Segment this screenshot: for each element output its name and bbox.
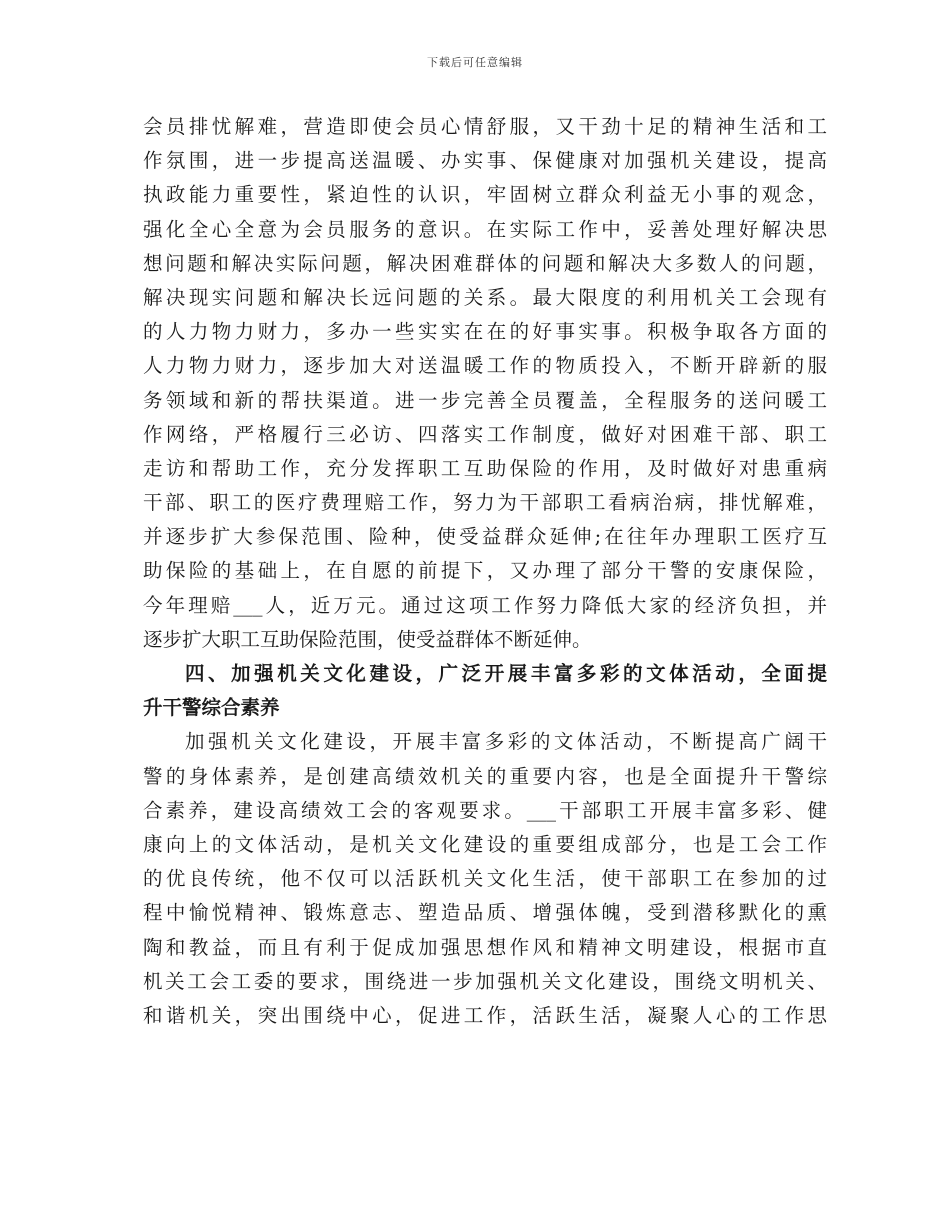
paragraph-line: 和谐机关，突出围绕中心，促进工作，活跃生活，凝聚人心的工作思 — [143, 1003, 827, 1027]
paragraph-line: 并逐步扩大参保范围、险种，使受益群众延伸;在往年办理职工医疗互 — [143, 525, 827, 549]
document-body — [143, 110, 827, 1033]
paragraph-line: 解决现实问题和解决长远问题的关系。最大限度的利用机关工会现有 — [143, 285, 827, 309]
paragraph-line: 康向上的文体活动，是机关文化建设的重要组成部分，也是工会工作 — [143, 832, 827, 856]
paragraph-line: 会员排忧解难，营造即使会员心情舒服，又干劲十足的精神生活和工 — [143, 115, 827, 138]
paragraph-line: 逐步扩大职工互助保险范围，使受益群体不断延伸。 — [143, 627, 592, 651]
paragraph-line: 加强机关文化建设，开展丰富多彩的文体活动，不断提高广阔干 — [185, 730, 827, 754]
paragraph-line: 务领域和新的帮扶渠道。进一步完善全员覆盖，全程服务的送问暖工 — [143, 388, 827, 412]
paragraph-line: 想问题和解决实际问题，解决困难群体的问题和解决大多数人的问题， — [143, 251, 827, 275]
paragraph-line: 强化全心全意为会员服务的意识。在实际工作中，妥善处理好解决思 — [143, 217, 827, 241]
paragraph-line: 作网络，严格履行三必访、四落实工作制度，做好对困难干部、职工 — [143, 422, 827, 446]
paragraph-line: 陶和教益，而且有利于促成加强思想作风和精神文明建设，根据市直 — [143, 935, 827, 959]
paragraph-line: 机关工会工委的要求，围绕进一步加强机关文化建设，围绕文明机关、 — [143, 969, 827, 993]
paragraph-line: 干部、职工的医疗费理赔工作，努力为干部职工看病治病，排忧解难， — [143, 491, 827, 515]
paragraph-line: 合素养，建设高绩效工会的客观要求。___干部职工开展丰富多彩、健 — [143, 798, 827, 822]
paragraph-line: 的人力物力财力，多办一些实实在在的好事实事。积极争取各方面的 — [143, 320, 827, 344]
paragraph-line: 人力物力财力，逐步加大对送温暖工作的物质投入，不断开辟新的服 — [143, 354, 827, 378]
page-header-note: 下载后可任意编辑 — [427, 56, 523, 69]
paragraph-line: 助保险的基础上，在自愿的前提下，又办理了部分干警的安康保险， — [143, 559, 827, 583]
paragraph-line: 的优良传统，他不仅可以活跃机关文化生活，使干部职工在参加的过 — [143, 867, 827, 891]
section-heading-line: 四、加强机关文化建设，广泛开展丰富多彩的文体活动，全面提 — [185, 662, 827, 685]
section-heading-line: 升干警综合素养 — [143, 696, 280, 720]
paragraph-line: 警的身体素养，是创建高绩效机关的重要内容，也是全面提升干警综 — [143, 764, 827, 788]
paragraph-line: 程中愉悦精神、锻炼意志、塑造品质、增强体魄，受到潜移默化的熏 — [143, 901, 827, 925]
paragraph-line: 走访和帮助工作，充分发挥职工互助保险的作用，及时做好对患重病 — [143, 456, 827, 480]
paragraph-line: 作氛围，进一步提高送温暖、办实事、保健康对加强机关建设，提高 — [143, 149, 827, 173]
paragraph-line: 执政能力重要性，紧迫性的认识，牢固树立群众利益无小事的观念， — [143, 183, 827, 207]
paragraph-line: 今年理赔___人，近万元。通过这项工作努力降低大家的经济负担，并 — [143, 593, 827, 617]
